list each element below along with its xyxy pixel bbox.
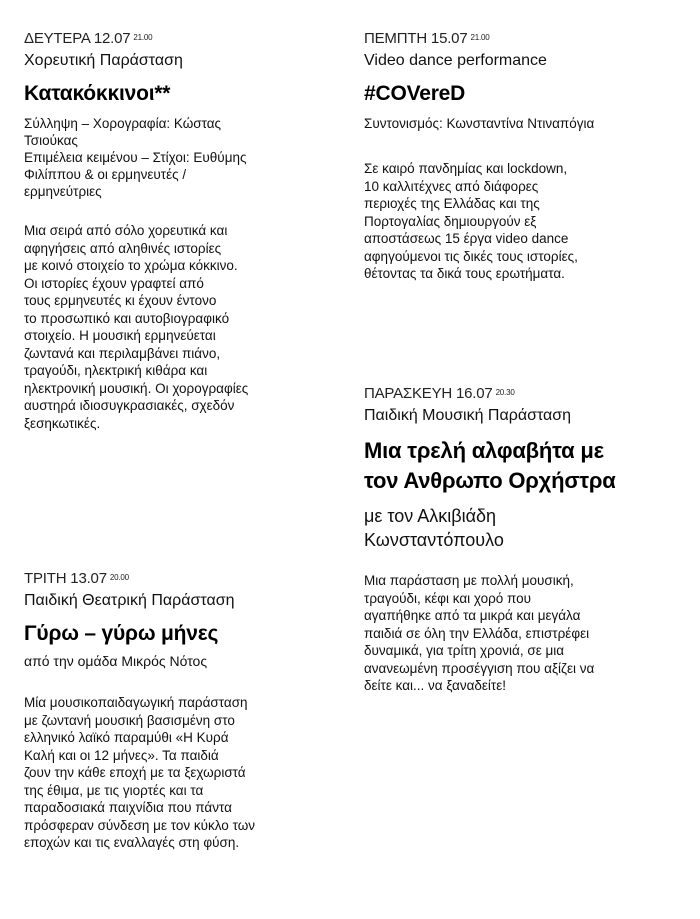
event-monday [24,30,344,432]
event-date: ΤΡΙΤΗ 13.07 $^{20.00}$ [24,570,129,587]
event-genre: Χορευτική Παράσταση [24,52,183,69]
event-tuesday [24,570,344,852]
event-title: Μια τρελή αλφαβήτα με τον Ανθρωπο Ορχήστρα [364,438,616,493]
event-title: Γύρω – γύρω μήνες [24,622,219,645]
event-genre: Video dance performance [364,52,547,69]
event-credits: Συντονισμός: Κωνσταντίνα Ντιναπόγια [364,116,595,131]
event-time: 20.00 [109,573,129,582]
event-friday [364,385,684,695]
event-date: ΔΕΥΤΕΡΑ 12.07 $^{21.00}$ [24,30,153,47]
event-description: Μία μουσικοπαιδαγωγική παράσταση με ζωντανή μουσική βασισμένη στο ελληνικό λαϊκό παραμύθι «Η Κυρά Καλή και οι 12 μήνες». Τα παιδιά ζουν την κάθε εποχή με τα ξεχωριστά της έθιμα, με τις γιορτές και τα παραδοσιακά παιχνίδια που πάντα πρόσφεραν σύνδεση με τον κύκλο των εποχών και τις εναλλαγές στη φύση. [24,695,255,850]
event-genre: Παιδική Μουσική Παράσταση [364,407,572,424]
event-subtitle: με τον Αλκιβιάδη Κωνσταντόπουλο [364,506,504,550]
event-date: ΠΑΡΑΣΚΕΥΗ 16.07 $^{20.30}$ [364,385,515,402]
event-thursday [364,30,684,283]
event-title: #COVereD [364,82,466,105]
event-time: 20.30 [495,388,515,397]
event-time: 21.00 [470,33,490,42]
event-description: Μια σειρά από σόλο χορευτικά και αφηγήσεις από αληθινές ιστορίες με κοινό στοιχείο το χρώμα κόκκινο. Οι ιστορίες έχουν γραφτεί από τους ερμηνευτές κι έχουν έντονο το προσωπικό και αυτοβιογραφικό στοιχείο. Η μουσική ερμηνεύεται ζωντανά και περιλαμβάνει πιάνο, τραγούδι, ηλεκτρική κιθάρα και ηλεκτρονική μουσική. Οι χορογραφίες αυστηρά ιδιοσυγκρασιακές, σχεδόν ξεσηκωτικές. [24,223,249,431]
event-credits: Σύλληψη – Χορογραφία: Κώστας Τσιούκας Επιμέλεια κειμένου – Στίχοι: Ευθύμης Φιλίππου & οι ερμηνευτές / ερμηνεύτριες [24,116,247,199]
event-genre: Παιδική Θεατρική Παράσταση [24,592,235,609]
event-description: Σε καιρό πανδημίας και lockdown, 10 καλλιτέχνες από διάφορες περιοχές της Ελλάδας και της Πορτογαλίας δημιουργούν εξ αποστάσεως 15 έργα video dance αφηγούμενοι τις δικές τους ιστορίες, θέτοντας τα δικά τους ερωτήματα. [364,161,578,281]
event-description: Μια παράσταση με πολλή μουσική, τραγούδι, κέφι και χορό που αγαπήθηκε από τα μικρά και μεγάλα παιδιά σε όλη την Ελλάδα, επιστρέφει δυναμικά, για τρίτη χρονιά, σε μια ανανεωμένη προσέγγιση που αξίζει να δείτε και... να ξαναδείτε! [364,573,595,693]
event-title: Κατακόκκινοι** [24,82,171,105]
event-date: ΠΕΜΠΤΗ 15.07 $^{21.00}$ [364,30,490,47]
event-time: 21.00 [133,33,153,42]
event-subtitle: από την ομάδα Μικρός Νότος [24,653,208,669]
